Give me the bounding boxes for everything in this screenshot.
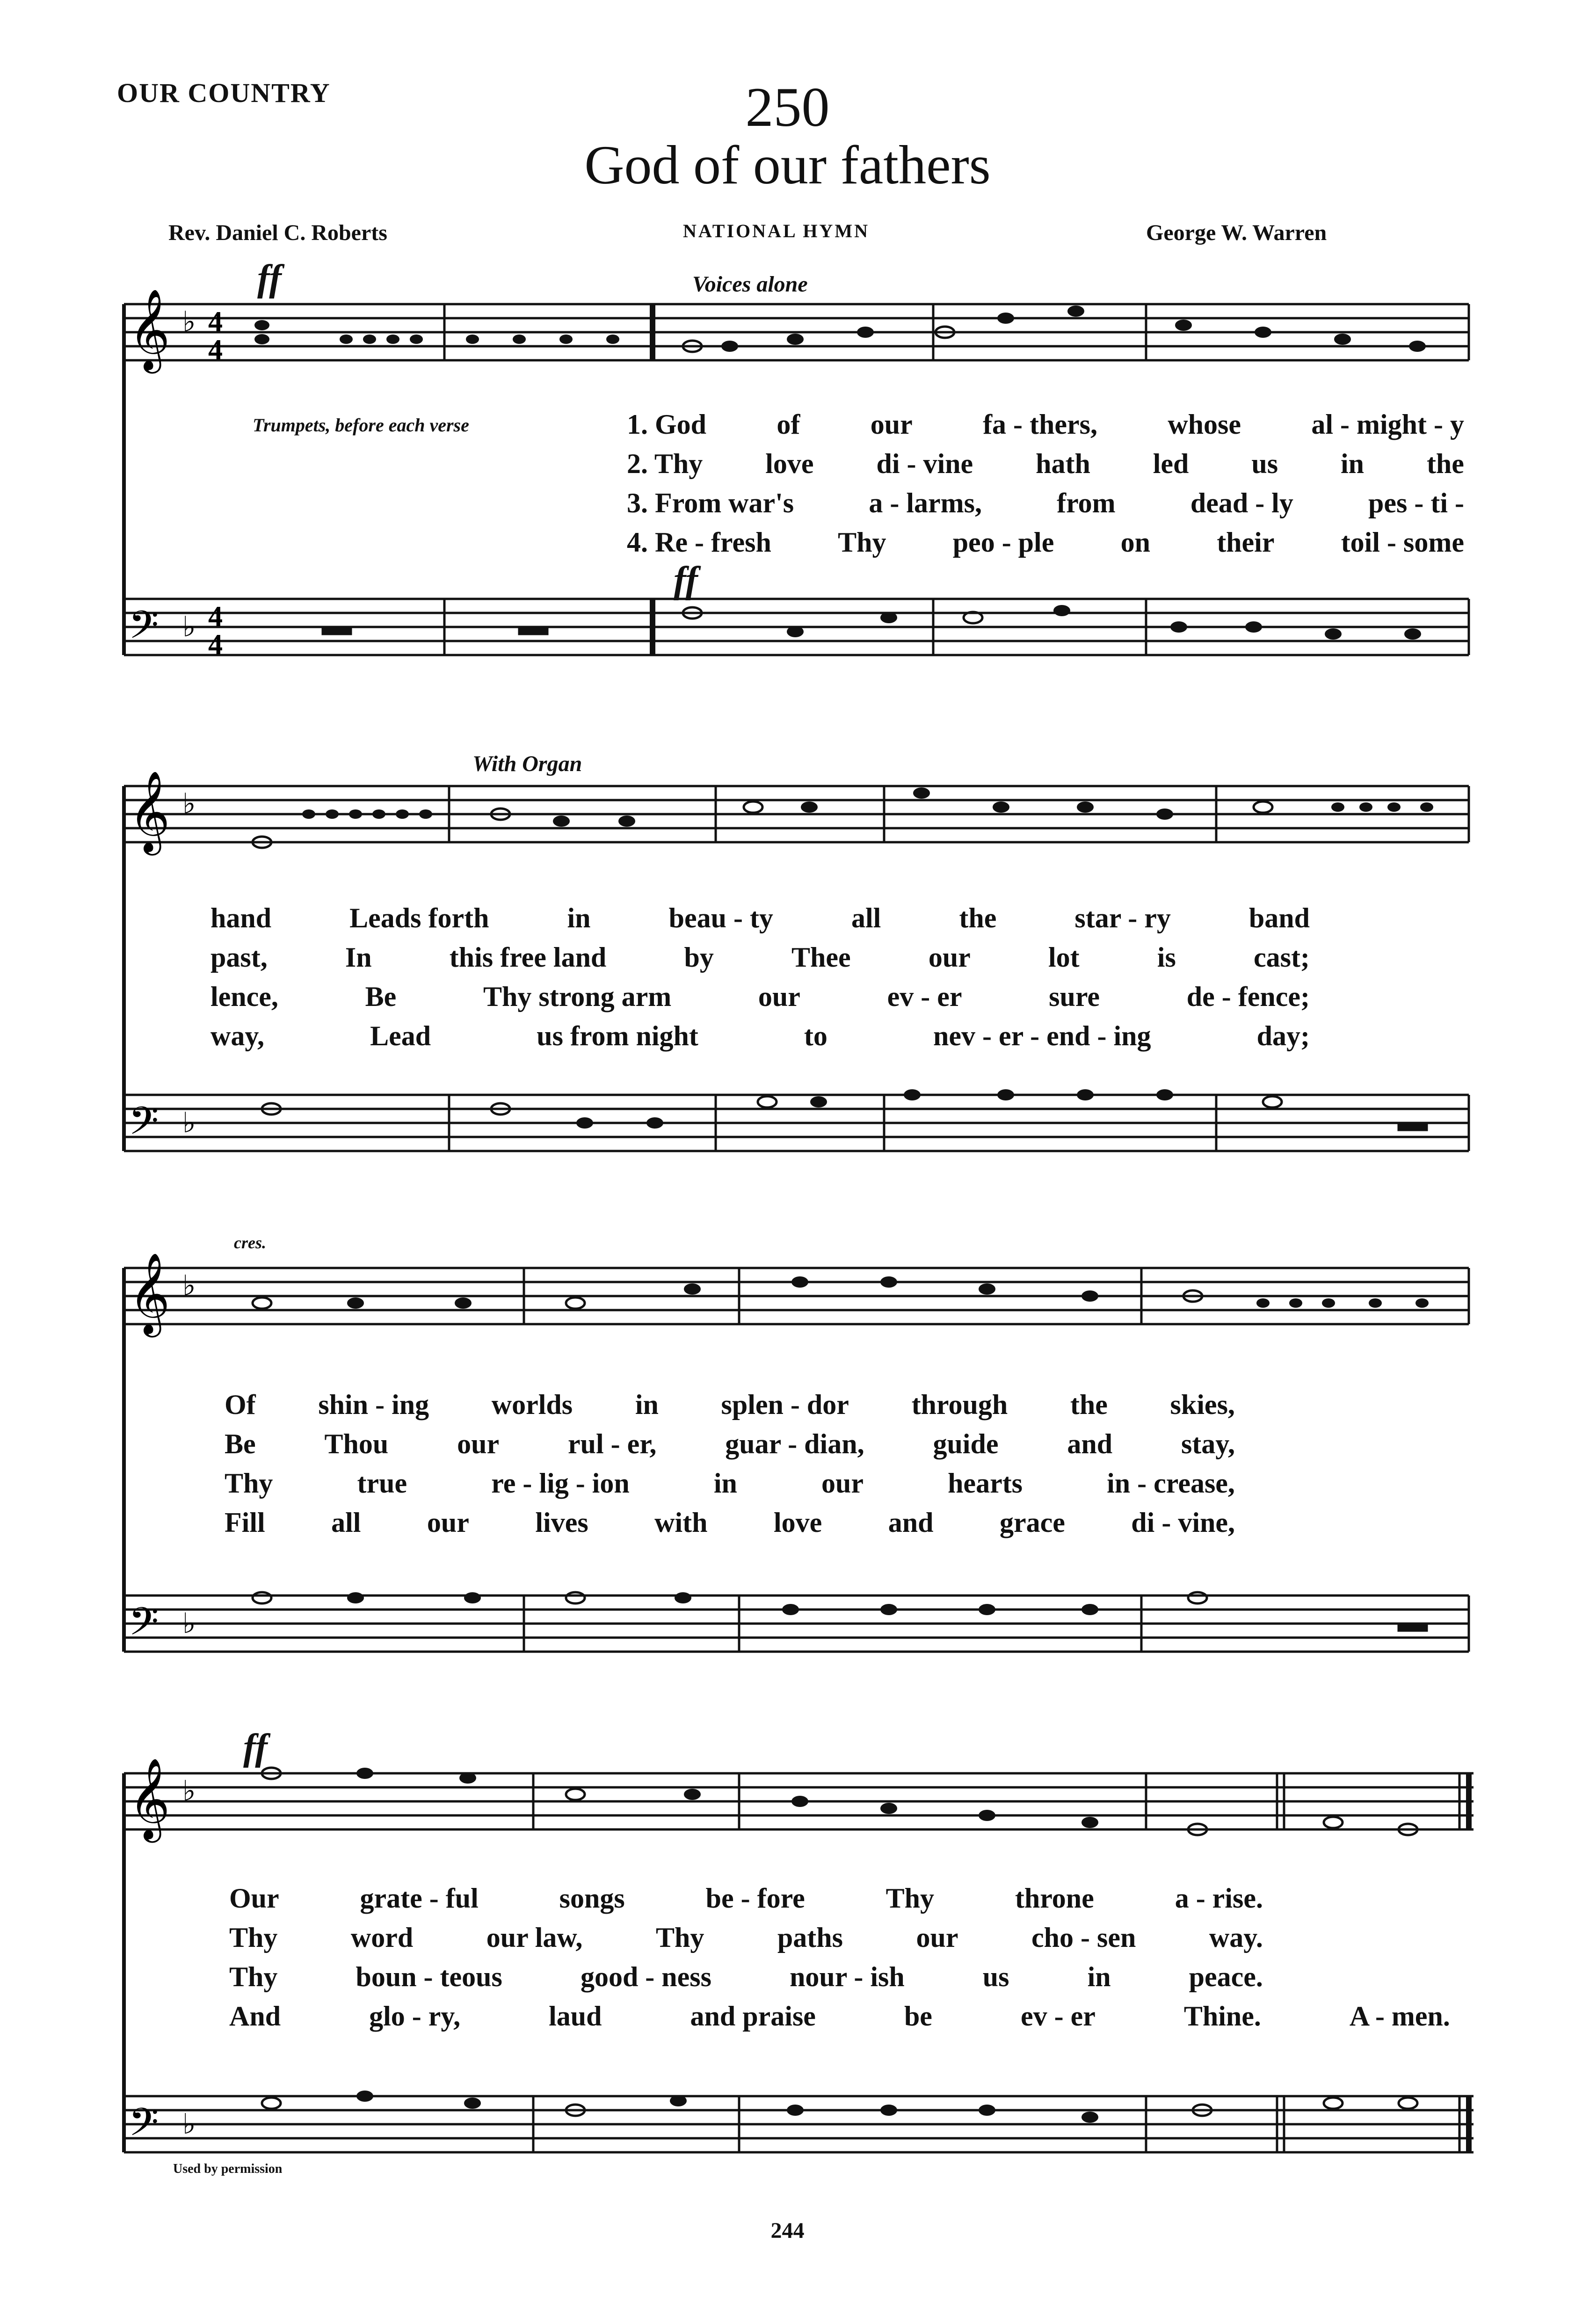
lyric-word: our — [457, 1428, 500, 1459]
lyric-word: A - men. — [1349, 2001, 1450, 2032]
permission-note: Used by permission — [173, 2162, 283, 2176]
lyric-word: glo - ry, — [369, 2001, 461, 2032]
lyric-word: worlds — [491, 1389, 573, 1420]
lyric-word: hearts — [948, 1468, 1023, 1499]
music-system-3 — [0, 1226, 1575, 1741]
lyric-word: Thy — [225, 1468, 273, 1499]
verse-line — [225, 1424, 1235, 1464]
lyric-word: laud — [549, 2001, 602, 2032]
lyric-word: Thee — [791, 942, 851, 973]
hymn-number: 250 — [745, 76, 830, 138]
lyric-word: Our — [229, 1883, 279, 1914]
music-system-1 — [0, 253, 1575, 767]
lyric-word: our — [916, 1922, 958, 1953]
svg-text:♭: ♭ — [182, 306, 196, 338]
lyric-word: Thy — [885, 1883, 935, 1914]
svg-text:𝄢: 𝄢 — [129, 1599, 159, 1654]
lyric-word: dead - ly — [1190, 488, 1293, 518]
lyric-word: word — [350, 1922, 414, 1953]
lyric-word: 3. From war's — [627, 488, 794, 518]
svg-text:𝄢: 𝄢 — [129, 1098, 159, 1153]
lyric-word: in — [635, 1389, 659, 1420]
lyric-word: from — [1057, 488, 1116, 518]
lyric-word: in — [1087, 1961, 1111, 1992]
lyric-word: through — [911, 1389, 1008, 1420]
lyric-word: Fill — [225, 1507, 265, 1538]
lyric-word: grate - ful — [360, 1883, 479, 1914]
lyric-word: guar - dian, — [725, 1428, 864, 1459]
svg-text:♭: ♭ — [182, 611, 196, 643]
verse-line — [229, 1957, 1450, 1996]
section-label: OUR COUNTRY — [117, 78, 331, 108]
svg-text:♭: ♭ — [182, 1775, 196, 1807]
verse-line — [210, 898, 1310, 938]
lyric-word: hath — [1036, 448, 1090, 479]
lyric-word: our — [427, 1507, 469, 1538]
lyric-word: skies, — [1170, 1389, 1235, 1420]
lyric-word: on — [1120, 527, 1150, 558]
lyric-word: our — [928, 942, 971, 973]
music-system-4 — [0, 1708, 1575, 2222]
verse-line — [225, 1385, 1235, 1424]
lyric-word: re - lig - ion — [491, 1468, 630, 1499]
lyric-word: splen - dor — [721, 1389, 849, 1420]
verse-line — [627, 483, 1464, 523]
lyric-word: lives — [535, 1507, 588, 1538]
lyric-word: this free land — [449, 942, 607, 973]
lyric-word: our — [870, 409, 913, 440]
lyric-word: beau - ty — [668, 903, 773, 933]
lyric-word: cast; — [1253, 942, 1310, 973]
lyric-word: In — [345, 942, 372, 973]
lyric-word: Thou — [324, 1428, 389, 1459]
lyric-word: band — [1248, 903, 1310, 933]
lyric-word: Be — [365, 981, 397, 1012]
lyric-word: stay, — [1181, 1428, 1235, 1459]
lyric-word: fa - thers, — [983, 409, 1097, 440]
svg-text:4: 4 — [208, 629, 223, 661]
lyric-word: our — [758, 981, 800, 1012]
crescendo-marking: cres. — [234, 1233, 266, 1252]
svg-text:♭: ♭ — [182, 1269, 196, 1302]
lyric-word: nour - ish — [790, 1961, 905, 1992]
lyric-word: a - rise. — [1175, 1883, 1263, 1914]
verse-line — [229, 1918, 1450, 1957]
svg-text:𝄢: 𝄢 — [129, 2099, 159, 2154]
svg-text:4: 4 — [208, 306, 223, 338]
page-number: 244 — [770, 2218, 805, 2243]
lyric-word: and — [888, 1507, 934, 1538]
lyric-word: Of — [225, 1389, 256, 1420]
lyric-word: grace — [999, 1507, 1065, 1538]
lyrics-block-3 — [225, 1385, 1235, 1542]
lyric-word: paths — [777, 1922, 843, 1953]
lyric-word: al - might - y — [1311, 409, 1464, 440]
lyric-word: boun - teous — [356, 1961, 502, 1992]
lyric-word: lence, — [210, 981, 278, 1012]
lyric-word: way, — [210, 1020, 265, 1051]
lyric-word: our law, — [486, 1922, 583, 1953]
lyric-word: their — [1217, 527, 1275, 558]
lyric-word: in - crease, — [1107, 1468, 1235, 1499]
words-author: Rev. Daniel C. Roberts — [168, 220, 387, 245]
lyric-word: by — [684, 942, 714, 973]
svg-text:𝄞: 𝄞 — [129, 771, 170, 852]
lyric-word: rul - er, — [568, 1428, 657, 1459]
lyric-word: true — [357, 1468, 407, 1499]
verse-line — [210, 977, 1310, 1016]
lyric-word: led — [1153, 448, 1189, 479]
svg-text:♭: ♭ — [182, 1607, 196, 1640]
dynamic-ff-3: ff — [243, 1727, 268, 1768]
lyric-word: the — [1426, 448, 1464, 479]
lyric-word: Thy strong arm — [483, 981, 672, 1012]
lyric-word: lot — [1048, 942, 1080, 973]
lyric-word: us from night — [537, 1020, 698, 1051]
lyric-word: di - vine, — [1131, 1507, 1235, 1538]
svg-text:𝄞: 𝄞 — [129, 289, 170, 370]
lyric-word: peace. — [1189, 1961, 1263, 1992]
lyric-word: be - fore — [705, 1883, 805, 1914]
lyric-word: songs — [559, 1883, 625, 1914]
lyric-word: star - ry — [1074, 903, 1171, 933]
lyric-word: Be — [225, 1428, 256, 1459]
lyric-word: way. — [1209, 1922, 1263, 1953]
lyric-word: the — [1070, 1389, 1108, 1420]
svg-text:4: 4 — [208, 334, 223, 366]
lyric-word: hand — [210, 903, 272, 933]
lyric-word: ev - er — [887, 981, 962, 1012]
tune-name: NATIONAL HYMN — [683, 220, 870, 241]
lyric-word: love — [773, 1507, 822, 1538]
lyric-word: Thy — [229, 1922, 278, 1953]
lyric-word: a - larms, — [869, 488, 982, 518]
lyric-word: past, — [210, 942, 268, 973]
voices-alone-marking: Voices alone — [692, 272, 808, 297]
lyric-word: 1. God — [627, 409, 707, 440]
lyric-word: is — [1157, 942, 1176, 973]
lyric-word: Thy — [229, 1961, 278, 1992]
svg-text:♭: ♭ — [182, 2108, 196, 2141]
lyric-word: shin - ing — [318, 1389, 429, 1420]
lyric-word: toil - some — [1341, 527, 1464, 558]
verse-line — [229, 1879, 1450, 1918]
lyric-word: whose — [1168, 409, 1241, 440]
lyric-word: ev - er — [1020, 2001, 1096, 2032]
lyric-word: 2. Thy — [627, 448, 703, 479]
lyric-word: sure — [1049, 981, 1100, 1012]
svg-text:𝄞: 𝄞 — [129, 1758, 170, 1839]
lyric-word: and praise — [690, 2001, 816, 2032]
svg-text:4: 4 — [208, 601, 223, 633]
lyric-word: to — [804, 1020, 827, 1051]
lyric-word: and — [1067, 1428, 1113, 1459]
lyric-word: be — [904, 2001, 932, 2032]
verse-line — [627, 444, 1464, 483]
lyric-word: of — [777, 409, 800, 440]
lyric-word: Leads forth — [349, 903, 489, 933]
verse-line — [225, 1503, 1235, 1542]
lyric-word: di - vine — [876, 448, 973, 479]
lyric-word: in — [713, 1468, 737, 1499]
with-organ-marking: With Organ — [472, 751, 582, 776]
svg-text:♭: ♭ — [182, 1107, 196, 1139]
lyric-word: And — [229, 2001, 281, 2032]
lyric-word: the — [959, 903, 997, 933]
lyric-word: Thy — [655, 1922, 704, 1953]
lyric-word: day; — [1256, 1020, 1310, 1051]
trumpets-marking: Trumpets, before each verse — [253, 415, 469, 436]
lyric-word: good - ness — [580, 1961, 711, 1992]
lyric-word: Thy — [838, 527, 886, 558]
lyric-word: all — [331, 1507, 361, 1538]
music-system-2 — [0, 749, 1575, 1263]
lyric-word: with — [654, 1507, 708, 1538]
lyric-word: 4. Re - fresh — [627, 527, 771, 558]
lyrics-block-2 — [210, 898, 1310, 1056]
lyric-word: cho - sen — [1031, 1922, 1136, 1953]
verse-line — [210, 1016, 1310, 1056]
lyric-word: peo - ple — [952, 527, 1054, 558]
lyric-word: us — [1251, 448, 1278, 479]
verse-line — [627, 523, 1464, 562]
lyric-word: in — [1340, 448, 1365, 479]
verse-line — [627, 405, 1464, 444]
lyric-word: de - fence; — [1186, 981, 1310, 1012]
dynamic-ff-2: ff — [674, 560, 698, 601]
lyric-word: Lead — [370, 1020, 431, 1051]
verse-line — [225, 1464, 1235, 1503]
lyrics-block-4 — [229, 1879, 1450, 2036]
lyrics-block-1 — [627, 405, 1464, 562]
lyric-word: us — [982, 1961, 1009, 1992]
verse-line — [210, 938, 1310, 977]
lyric-word: nev - er - end - ing — [933, 1020, 1151, 1051]
verse-line — [229, 1996, 1450, 2036]
lyric-word: our — [821, 1468, 864, 1499]
hymn-title: God of our fathers — [584, 134, 991, 196]
lyric-word: in — [567, 903, 591, 933]
lyric-word: throne — [1015, 1883, 1094, 1914]
svg-text:𝄞: 𝄞 — [129, 1253, 170, 1334]
music-composer: George W. Warren — [1146, 220, 1327, 245]
lyric-word: guide — [933, 1428, 999, 1459]
lyric-word: all — [851, 903, 881, 933]
dynamic-ff-1: ff — [257, 258, 282, 299]
svg-text:𝄢: 𝄢 — [129, 602, 159, 657]
lyric-word: love — [765, 448, 814, 479]
svg-text:♭: ♭ — [182, 787, 196, 820]
lyric-word: Thine. — [1183, 2001, 1261, 2032]
lyric-word: pes - ti - — [1368, 488, 1464, 518]
